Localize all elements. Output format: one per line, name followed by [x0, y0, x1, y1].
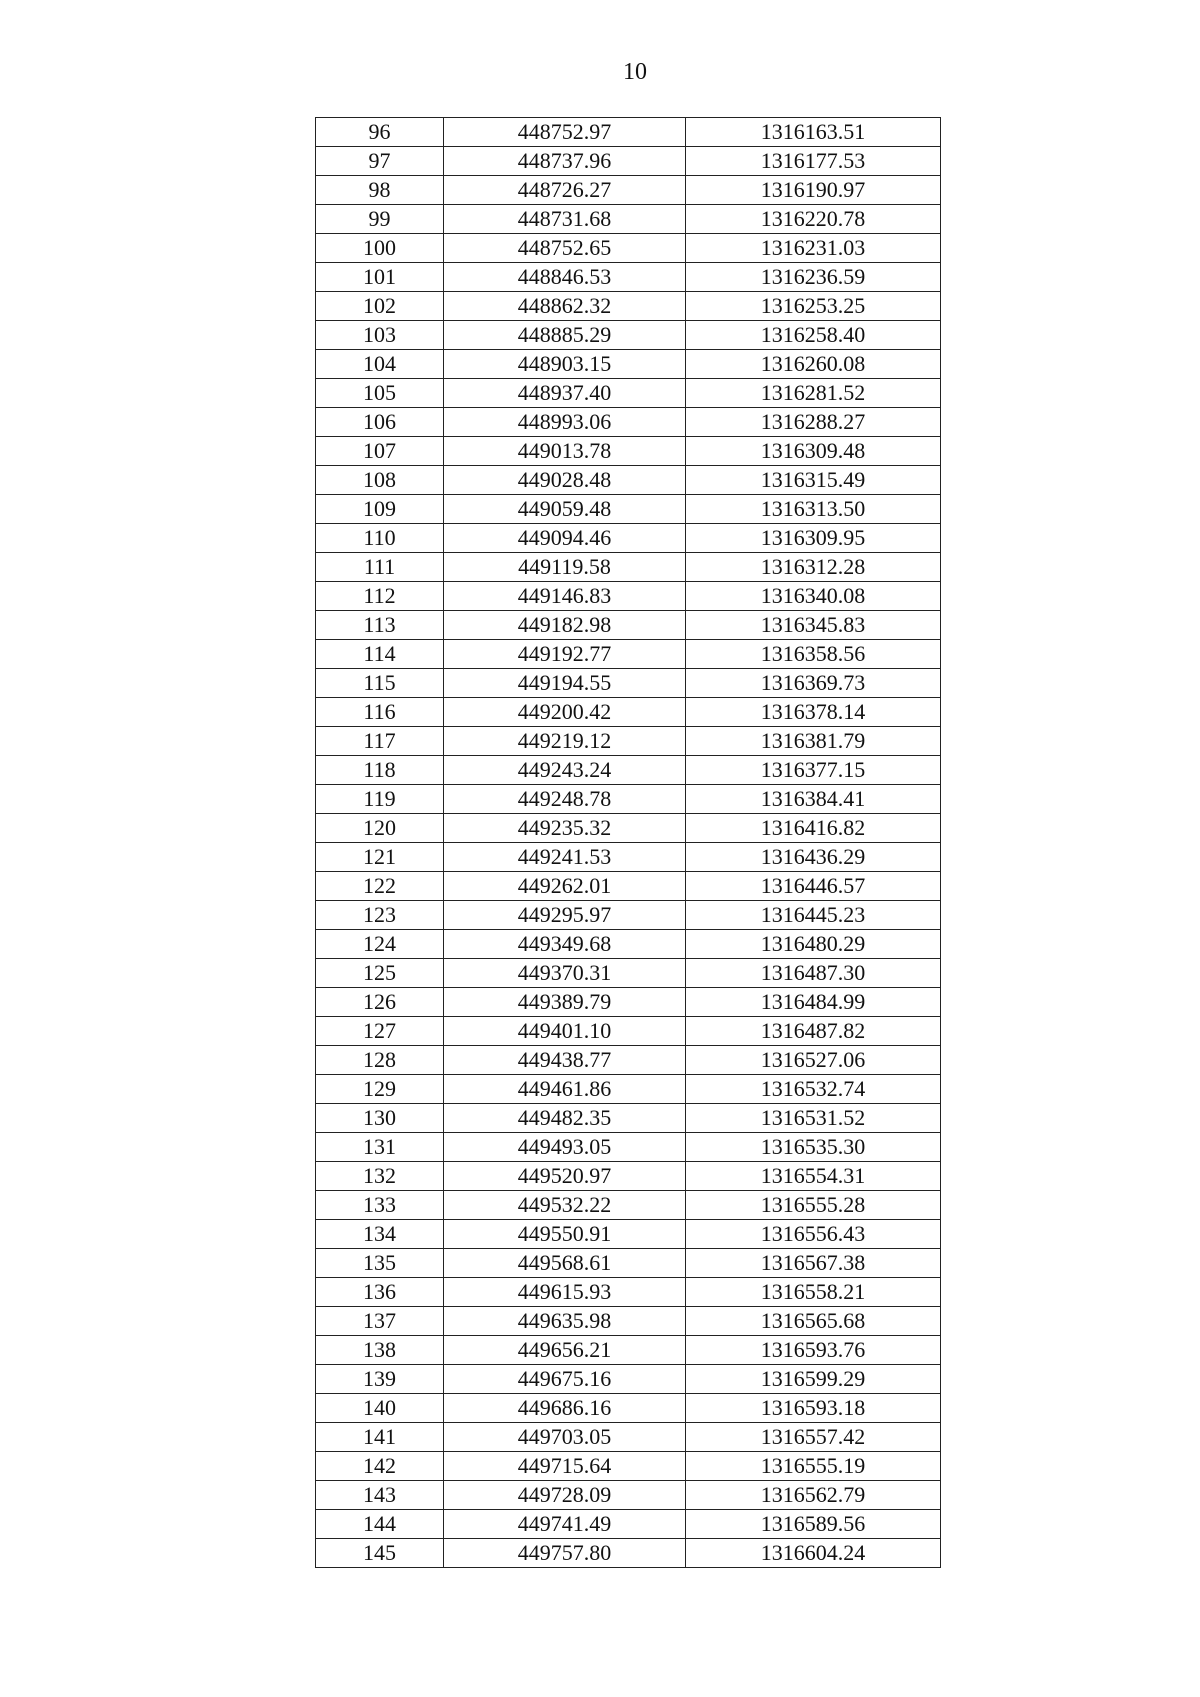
y-coordinate-cell: 1316567.38	[686, 1249, 941, 1278]
x-coordinate-cell: 449728.09	[444, 1481, 686, 1510]
x-coordinate-cell: 449482.35	[444, 1104, 686, 1133]
point-number-cell: 103	[316, 321, 444, 350]
table-row	[316, 437, 941, 466]
y-coordinate-cell: 1316220.78	[686, 205, 941, 234]
y-coordinate-cell: 1316345.83	[686, 611, 941, 640]
point-number-cell: 125	[316, 959, 444, 988]
point-number-cell: 108	[316, 466, 444, 495]
point-number-cell: 115	[316, 669, 444, 698]
page-number: 10	[623, 59, 647, 85]
point-number-cell: 129	[316, 1075, 444, 1104]
y-coordinate-cell: 1316309.95	[686, 524, 941, 553]
point-number-cell: 113	[316, 611, 444, 640]
table-row	[316, 234, 941, 263]
point-number-cell: 106	[316, 408, 444, 437]
x-coordinate-cell: 449200.42	[444, 698, 686, 727]
point-number-cell: 104	[316, 350, 444, 379]
x-coordinate-cell: 449401.10	[444, 1017, 686, 1046]
point-number-cell: 102	[316, 292, 444, 321]
table-row	[316, 118, 941, 147]
point-number-cell: 135	[316, 1249, 444, 1278]
y-coordinate-cell: 1316556.43	[686, 1220, 941, 1249]
table-row	[316, 988, 941, 1017]
x-coordinate-cell: 449349.68	[444, 930, 686, 959]
y-coordinate-cell: 1316163.51	[686, 118, 941, 147]
table-row	[316, 1191, 941, 1220]
point-number-cell: 97	[316, 147, 444, 176]
table-row	[316, 727, 941, 756]
table-row	[316, 1539, 941, 1568]
y-coordinate-cell: 1316480.29	[686, 930, 941, 959]
y-coordinate-cell: 1316555.28	[686, 1191, 941, 1220]
x-coordinate-cell: 448885.29	[444, 321, 686, 350]
table-row	[316, 1510, 941, 1539]
y-coordinate-cell: 1316381.79	[686, 727, 941, 756]
coordinates-table-body	[316, 118, 941, 1568]
x-coordinate-cell: 449013.78	[444, 437, 686, 466]
table-row	[316, 640, 941, 669]
x-coordinate-cell: 449243.24	[444, 756, 686, 785]
point-number-cell: 119	[316, 785, 444, 814]
point-number-cell: 110	[316, 524, 444, 553]
point-number-cell: 124	[316, 930, 444, 959]
x-coordinate-cell: 449182.98	[444, 611, 686, 640]
table-row	[316, 1220, 941, 1249]
y-coordinate-cell: 1316436.29	[686, 843, 941, 872]
table-row	[316, 669, 941, 698]
table-row	[316, 176, 941, 205]
point-number-cell: 133	[316, 1191, 444, 1220]
table-row	[316, 872, 941, 901]
table-row	[316, 1394, 941, 1423]
y-coordinate-cell: 1316484.99	[686, 988, 941, 1017]
point-number-cell: 114	[316, 640, 444, 669]
table-row	[316, 1133, 941, 1162]
point-number-cell: 131	[316, 1133, 444, 1162]
table-row	[316, 553, 941, 582]
y-coordinate-cell: 1316554.31	[686, 1162, 941, 1191]
y-coordinate-cell: 1316532.74	[686, 1075, 941, 1104]
x-coordinate-cell: 449568.61	[444, 1249, 686, 1278]
x-coordinate-cell: 449635.98	[444, 1307, 686, 1336]
point-number-cell: 111	[316, 553, 444, 582]
table-row	[316, 1075, 941, 1104]
y-coordinate-cell: 1316281.52	[686, 379, 941, 408]
y-coordinate-cell: 1316527.06	[686, 1046, 941, 1075]
point-number-cell: 118	[316, 756, 444, 785]
x-coordinate-cell: 449262.01	[444, 872, 686, 901]
point-number-cell: 134	[316, 1220, 444, 1249]
table-row	[316, 1278, 941, 1307]
x-coordinate-cell: 449219.12	[444, 727, 686, 756]
y-coordinate-cell: 1316589.56	[686, 1510, 941, 1539]
point-number-cell: 142	[316, 1452, 444, 1481]
x-coordinate-cell: 449194.55	[444, 669, 686, 698]
table-row	[316, 611, 941, 640]
point-number-cell: 99	[316, 205, 444, 234]
x-coordinate-cell: 449438.77	[444, 1046, 686, 1075]
y-coordinate-cell: 1316231.03	[686, 234, 941, 263]
table-row	[316, 1423, 941, 1452]
y-coordinate-cell: 1316369.73	[686, 669, 941, 698]
point-number-cell: 144	[316, 1510, 444, 1539]
x-coordinate-cell: 448846.53	[444, 263, 686, 292]
table-row	[316, 1481, 941, 1510]
y-coordinate-cell: 1316177.53	[686, 147, 941, 176]
y-coordinate-cell: 1316535.30	[686, 1133, 941, 1162]
table-row	[316, 1046, 941, 1075]
point-number-cell: 107	[316, 437, 444, 466]
point-number-cell: 112	[316, 582, 444, 611]
table-row	[316, 495, 941, 524]
point-number-cell: 122	[316, 872, 444, 901]
point-number-cell: 130	[316, 1104, 444, 1133]
y-coordinate-cell: 1316309.48	[686, 437, 941, 466]
table-row	[316, 321, 941, 350]
y-coordinate-cell: 1316384.41	[686, 785, 941, 814]
point-number-cell: 96	[316, 118, 444, 147]
y-coordinate-cell: 1316315.49	[686, 466, 941, 495]
x-coordinate-cell: 449520.97	[444, 1162, 686, 1191]
table-row	[316, 582, 941, 611]
x-coordinate-cell: 449028.48	[444, 466, 686, 495]
point-number-cell: 132	[316, 1162, 444, 1191]
table-row	[316, 930, 941, 959]
y-coordinate-cell: 1316288.27	[686, 408, 941, 437]
y-coordinate-cell: 1316313.50	[686, 495, 941, 524]
x-coordinate-cell: 449119.58	[444, 553, 686, 582]
x-coordinate-cell: 449686.16	[444, 1394, 686, 1423]
point-number-cell: 98	[316, 176, 444, 205]
y-coordinate-cell: 1316593.76	[686, 1336, 941, 1365]
table-row	[316, 814, 941, 843]
table-row	[316, 1452, 941, 1481]
point-number-cell: 116	[316, 698, 444, 727]
coordinates-table	[315, 117, 941, 1568]
x-coordinate-cell: 449493.05	[444, 1133, 686, 1162]
point-number-cell: 100	[316, 234, 444, 263]
table-row	[316, 1104, 941, 1133]
x-coordinate-cell: 449656.21	[444, 1336, 686, 1365]
x-coordinate-cell: 449192.77	[444, 640, 686, 669]
point-number-cell: 145	[316, 1539, 444, 1568]
table-row	[316, 785, 941, 814]
table-row	[316, 843, 941, 872]
y-coordinate-cell: 1316236.59	[686, 263, 941, 292]
x-coordinate-cell: 449675.16	[444, 1365, 686, 1394]
point-number-cell: 143	[316, 1481, 444, 1510]
x-coordinate-cell: 449094.46	[444, 524, 686, 553]
x-coordinate-cell: 448903.15	[444, 350, 686, 379]
table-row	[316, 350, 941, 379]
table-row	[316, 292, 941, 321]
point-number-cell: 120	[316, 814, 444, 843]
y-coordinate-cell: 1316599.29	[686, 1365, 941, 1394]
x-coordinate-cell: 448726.27	[444, 176, 686, 205]
y-coordinate-cell: 1316260.08	[686, 350, 941, 379]
point-number-cell: 101	[316, 263, 444, 292]
table-row	[316, 1249, 941, 1278]
x-coordinate-cell: 448862.32	[444, 292, 686, 321]
table-row	[316, 466, 941, 495]
y-coordinate-cell: 1316604.24	[686, 1539, 941, 1568]
table-row	[316, 147, 941, 176]
y-coordinate-cell: 1316258.40	[686, 321, 941, 350]
table-row	[316, 901, 941, 930]
table-row	[316, 1365, 941, 1394]
x-coordinate-cell: 449461.86	[444, 1075, 686, 1104]
y-coordinate-cell: 1316487.30	[686, 959, 941, 988]
y-coordinate-cell: 1316340.08	[686, 582, 941, 611]
x-coordinate-cell: 449295.97	[444, 901, 686, 930]
point-number-cell: 109	[316, 495, 444, 524]
y-coordinate-cell: 1316593.18	[686, 1394, 941, 1423]
x-coordinate-cell: 449146.83	[444, 582, 686, 611]
table-row	[316, 756, 941, 785]
y-coordinate-cell: 1316416.82	[686, 814, 941, 843]
x-coordinate-cell: 449248.78	[444, 785, 686, 814]
x-coordinate-cell: 449715.64	[444, 1452, 686, 1481]
point-number-cell: 140	[316, 1394, 444, 1423]
y-coordinate-cell: 1316446.57	[686, 872, 941, 901]
y-coordinate-cell: 1316487.82	[686, 1017, 941, 1046]
x-coordinate-cell: 448752.65	[444, 234, 686, 263]
point-number-cell: 105	[316, 379, 444, 408]
point-number-cell: 121	[316, 843, 444, 872]
y-coordinate-cell: 1316557.42	[686, 1423, 941, 1452]
point-number-cell: 126	[316, 988, 444, 1017]
x-coordinate-cell: 449703.05	[444, 1423, 686, 1452]
x-coordinate-cell: 448752.97	[444, 118, 686, 147]
point-number-cell: 139	[316, 1365, 444, 1394]
y-coordinate-cell: 1316312.28	[686, 553, 941, 582]
table-row	[316, 1017, 941, 1046]
y-coordinate-cell: 1316555.19	[686, 1452, 941, 1481]
y-coordinate-cell: 1316445.23	[686, 901, 941, 930]
point-number-cell: 117	[316, 727, 444, 756]
point-number-cell: 127	[316, 1017, 444, 1046]
y-coordinate-cell: 1316565.68	[686, 1307, 941, 1336]
table-row	[316, 524, 941, 553]
point-number-cell: 138	[316, 1336, 444, 1365]
x-coordinate-cell: 449532.22	[444, 1191, 686, 1220]
point-number-cell: 123	[316, 901, 444, 930]
y-coordinate-cell: 1316377.15	[686, 756, 941, 785]
x-coordinate-cell: 448993.06	[444, 408, 686, 437]
y-coordinate-cell: 1316253.25	[686, 292, 941, 321]
table-row	[316, 1336, 941, 1365]
y-coordinate-cell: 1316531.52	[686, 1104, 941, 1133]
y-coordinate-cell: 1316558.21	[686, 1278, 941, 1307]
table-row	[316, 205, 941, 234]
table-row	[316, 408, 941, 437]
x-coordinate-cell: 448737.96	[444, 147, 686, 176]
y-coordinate-cell: 1316190.97	[686, 176, 941, 205]
x-coordinate-cell: 449389.79	[444, 988, 686, 1017]
point-number-cell: 136	[316, 1278, 444, 1307]
table-row	[316, 959, 941, 988]
x-coordinate-cell: 448937.40	[444, 379, 686, 408]
table-row	[316, 379, 941, 408]
y-coordinate-cell: 1316378.14	[686, 698, 941, 727]
point-number-cell: 128	[316, 1046, 444, 1075]
x-coordinate-cell: 449550.91	[444, 1220, 686, 1249]
y-coordinate-cell: 1316562.79	[686, 1481, 941, 1510]
point-number-cell: 137	[316, 1307, 444, 1336]
point-number-cell: 141	[316, 1423, 444, 1452]
table-row	[316, 1307, 941, 1336]
table-row	[316, 698, 941, 727]
x-coordinate-cell: 449235.32	[444, 814, 686, 843]
table-row	[316, 263, 941, 292]
table-row	[316, 1162, 941, 1191]
x-coordinate-cell: 449757.80	[444, 1539, 686, 1568]
x-coordinate-cell: 449615.93	[444, 1278, 686, 1307]
x-coordinate-cell: 449241.53	[444, 843, 686, 872]
x-coordinate-cell: 449741.49	[444, 1510, 686, 1539]
y-coordinate-cell: 1316358.56	[686, 640, 941, 669]
x-coordinate-cell: 449370.31	[444, 959, 686, 988]
x-coordinate-cell: 449059.48	[444, 495, 686, 524]
x-coordinate-cell: 448731.68	[444, 205, 686, 234]
